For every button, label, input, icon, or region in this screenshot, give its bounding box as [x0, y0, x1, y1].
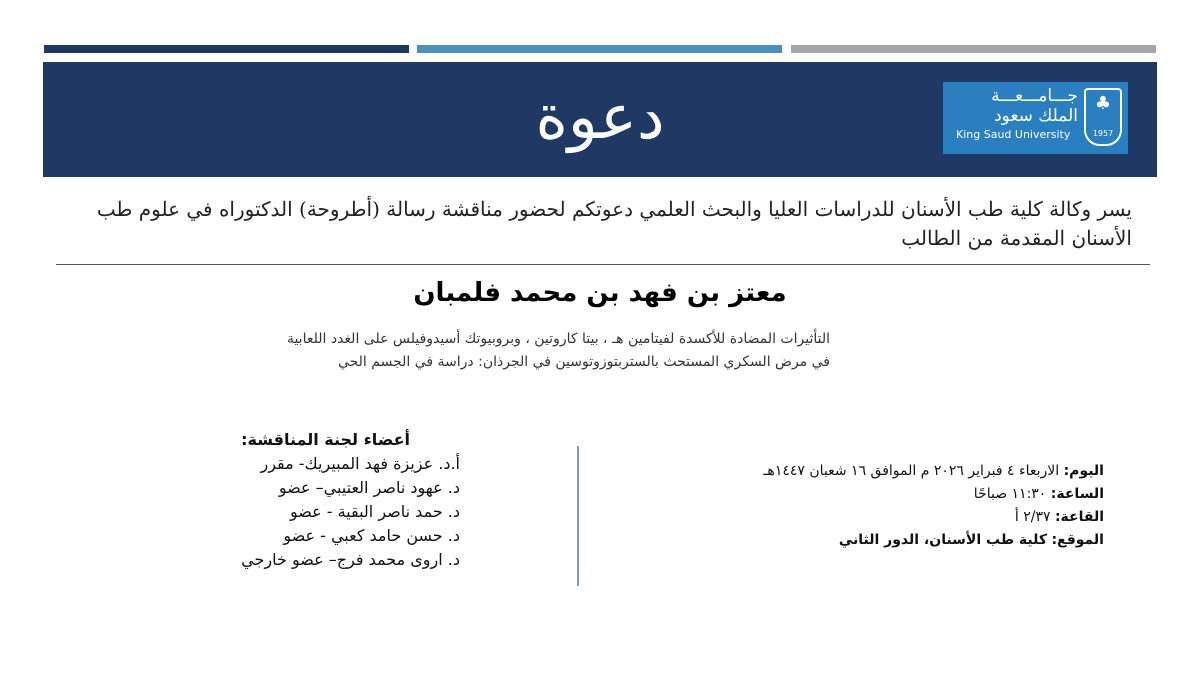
committee-member: د. حمد ناصر البقية - عضو [289, 502, 460, 521]
day-label: اليوم: [1063, 463, 1104, 479]
thesis-title [250, 328, 830, 374]
title-banner [43, 62, 1157, 177]
emblem-year: 1957 [1092, 129, 1114, 138]
hall-row [600, 506, 1104, 529]
location-row [600, 529, 1104, 552]
logo-english: King Saud University [956, 128, 1071, 141]
palm-emblem-icon [1084, 88, 1122, 146]
committee-member: د. اروى محمد فرج– عضو خارجي [241, 550, 460, 569]
thesis-title-line1: التأثيرات المضادة للأكسدة لفيتامين هـ ، بيتا كاروتين ، وبروبيوتك أسيدوفيلس على الغدد اللعابية [286, 331, 830, 347]
banner-title: دعوة [535, 80, 665, 153]
committee-list [190, 428, 460, 572]
vertical-separator [577, 446, 579, 586]
hall-label: القاعة: [1054, 509, 1104, 525]
thesis-title-line2: في مرض السكري المستحث بالستربتوزوتوسين في الجرذان: دراسة في الجسم الحي [337, 354, 830, 370]
logo-text [948, 86, 1078, 144]
top-stripe-blue [417, 45, 782, 53]
committee-member: د. عهود ناصر العتيبي– عضو [278, 478, 460, 497]
time-value: ١١:٣٠ صباحًا [973, 486, 1047, 502]
student-name: معتز بن فهد بن محمد فلمبان [413, 278, 787, 308]
day-row [600, 460, 1104, 483]
invitation-intro: يسر وكالة كلية طب الأسنان للدراسات العليا والبحث العلمي دعوتكم لحضور مناقشة رسالة (أطروحة) الدكتوراه في علوم طب الأسنان المقدمة من الطالب [96, 197, 1132, 250]
time-row [600, 483, 1104, 506]
palm-icon: ♣ [1094, 93, 1112, 114]
university-logo [943, 82, 1128, 154]
location-label: الموقع: [1051, 532, 1104, 548]
committee-heading: أعضاء لجنة المناقشة: [241, 430, 410, 449]
hall-value: ٢/٣٧ أ [1014, 509, 1051, 525]
location-value: كلية طب الأسنان، الدور الثاني [838, 532, 1047, 548]
committee-member: د. حسن حامد كعبي - عضو [283, 526, 460, 545]
event-details [600, 460, 1104, 552]
logo-arabic-line2: الملك سعود [994, 106, 1078, 126]
top-stripe-navy [44, 45, 409, 53]
divider-line [56, 264, 1150, 265]
logo-arabic-line1: جـــامـــعـــة [991, 86, 1078, 106]
top-stripe-gray [791, 45, 1156, 53]
day-value: الاربعاء ٤ فبراير ٢٠٢٦ م الموافق ١٦ شعبان ١٤٤٧هـ [763, 463, 1060, 479]
committee-member: أ.د. عزيزة فهد المبيريك- مقرر [260, 454, 460, 473]
time-label: الساعة: [1050, 486, 1104, 502]
